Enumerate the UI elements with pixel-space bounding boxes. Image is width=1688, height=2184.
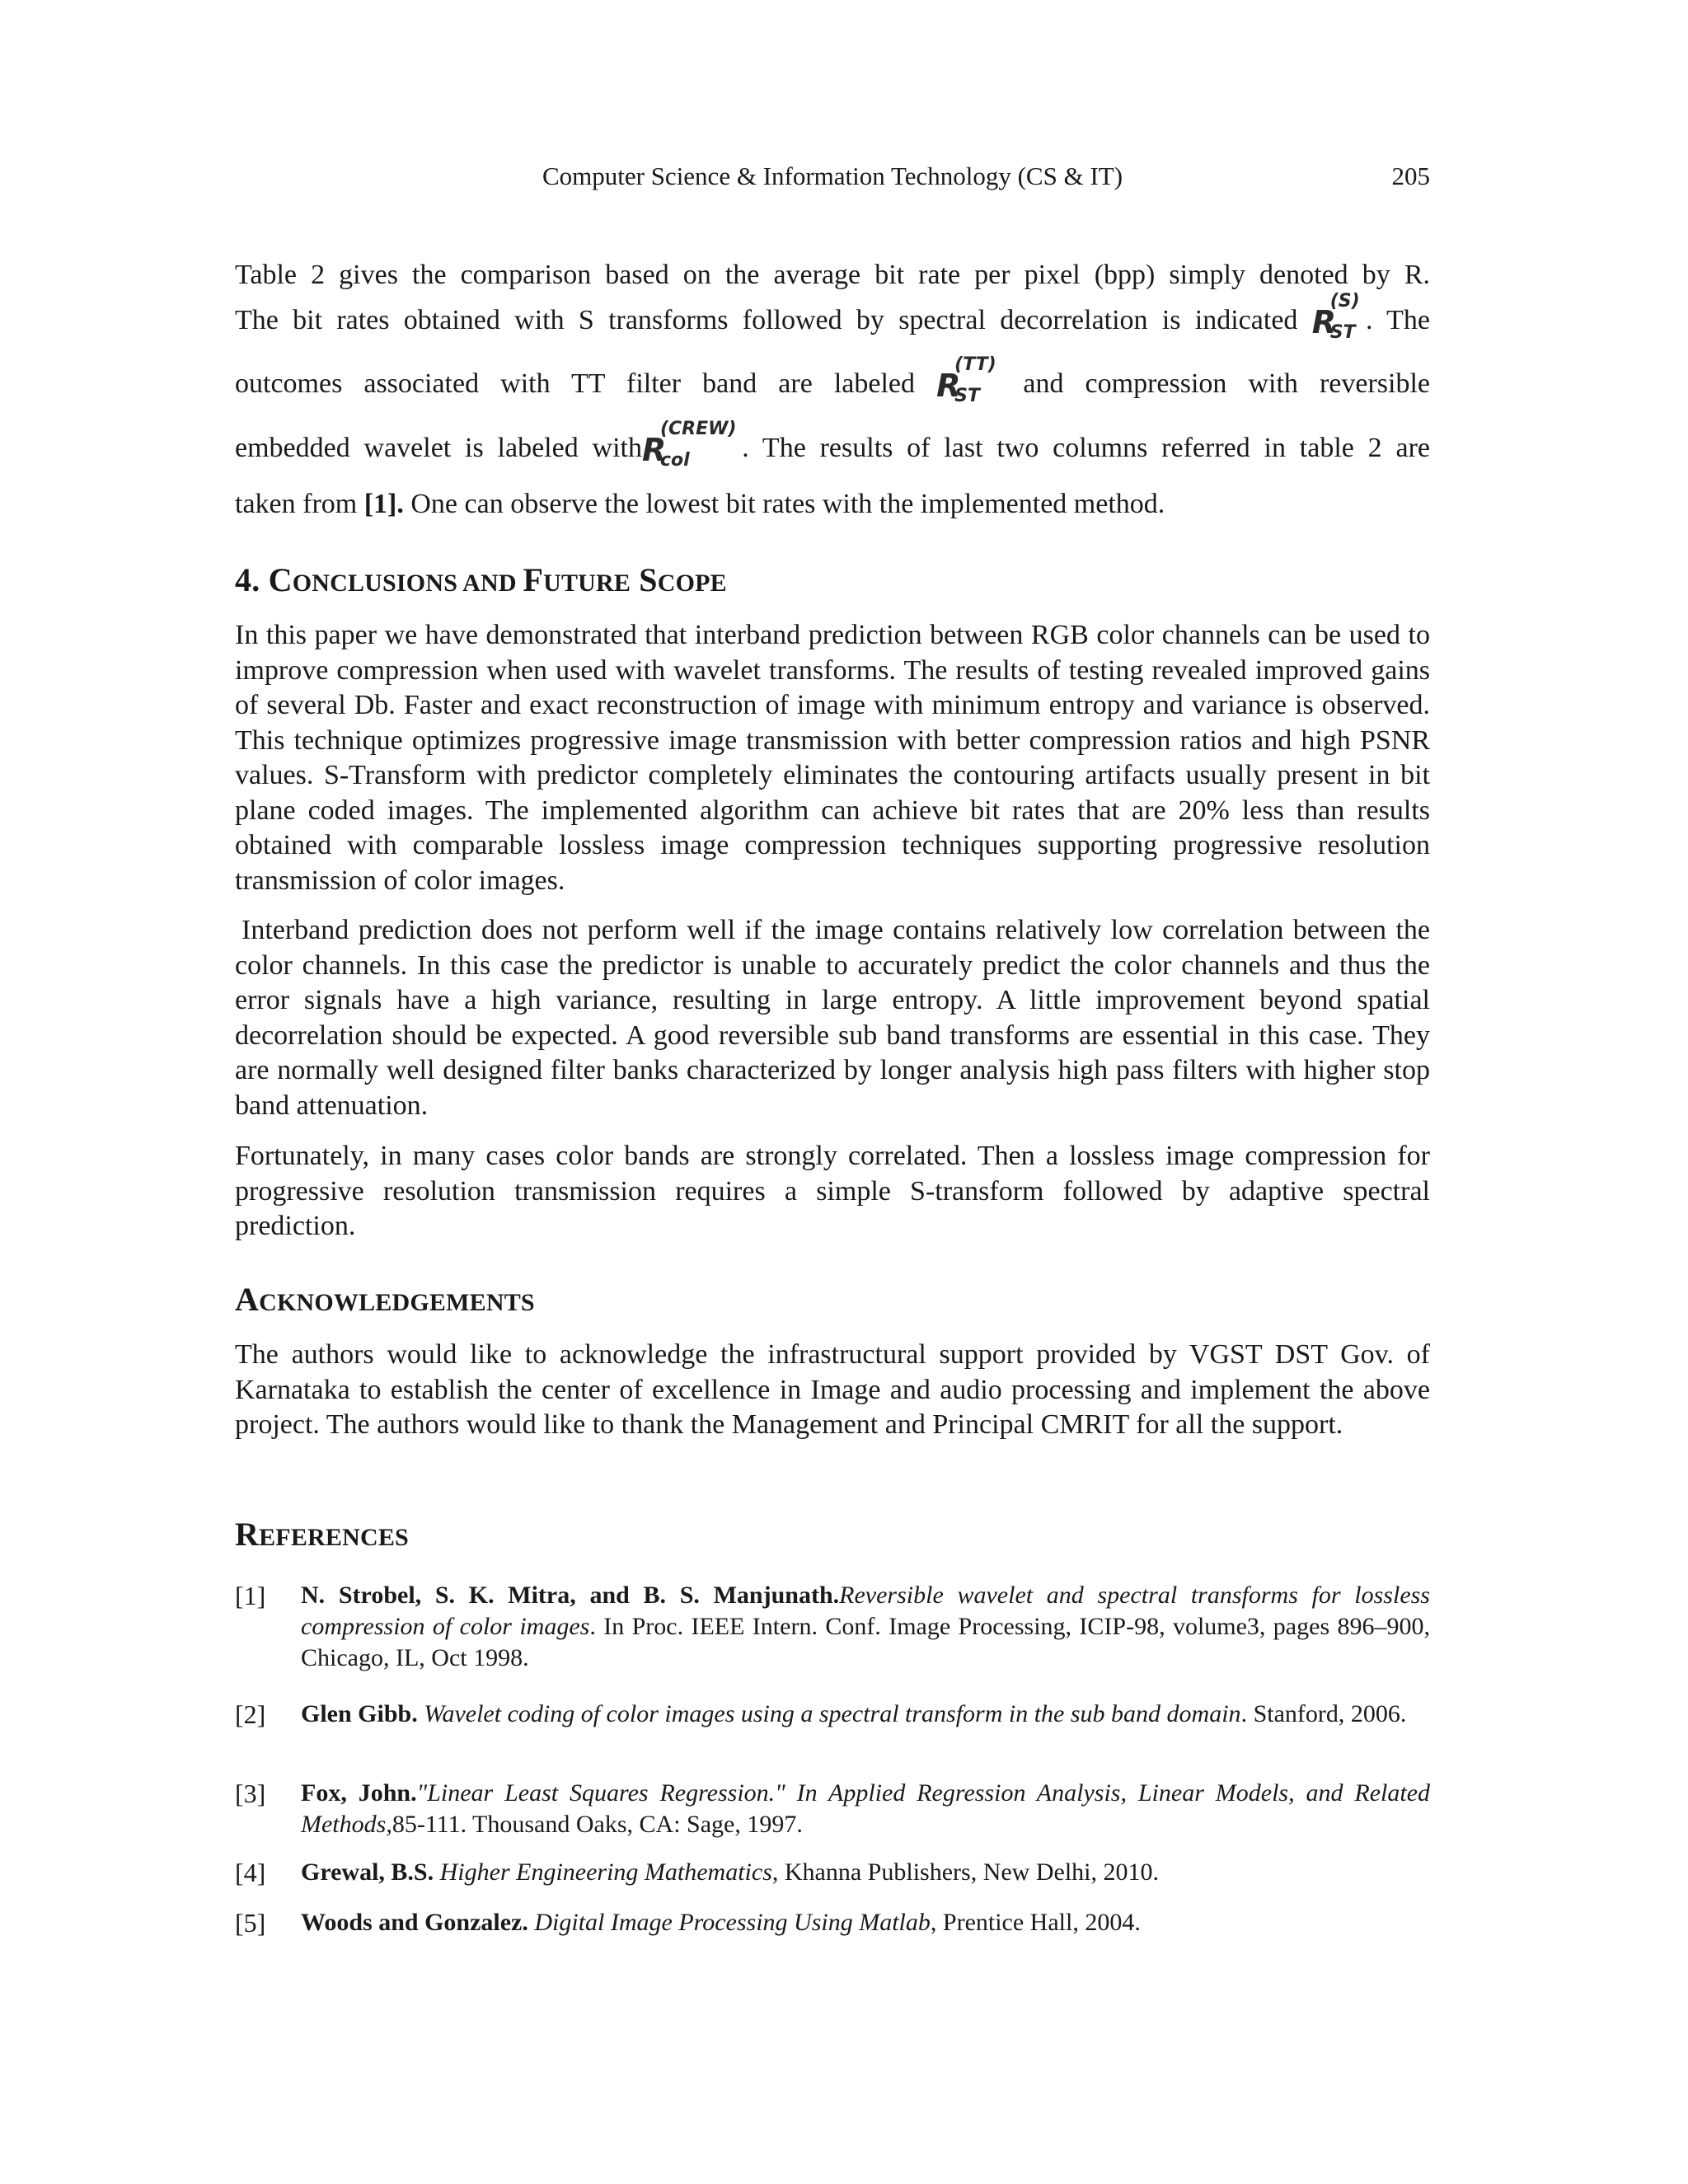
symbol-r-crew-col: R (CREW) col xyxy=(641,419,737,471)
symbol-r-s-st: R (S) ST xyxy=(1311,291,1360,343)
references-heading: REFERENCES xyxy=(235,1516,409,1553)
conclusions-paragraph-3: Fortunately, in many cases color bands are strongly correlated. Then a lossless image compression for progressive resolution transmission requires a simple S-transform followed by adaptive spectral prediction. xyxy=(235,1141,1430,1241)
acknowledgements-paragraph: The authors would like to acknowledge the infrastructural support provided by VGST DST Gov. of Karnataka to establish the center of excellence in Image and audio processing and implement the above project. The authors would like to thank the Management and Principal CMRIT for all the support. xyxy=(235,1339,1430,1440)
page-number: 205 xyxy=(1391,162,1430,190)
journal-title: Computer Science & Information Technology (CS & IT) xyxy=(542,162,1123,190)
conclusions-paragraph-1: In this paper we have demonstrated that interband prediction between RGB color channels can be used to improve compression when used with wavelet transforms. The results of testing revealed improved gains of several Db. Faster and exact reconstruction of image with minimum entropy and variance is observed. This technique optimizes progressive image transmission with better compression ratios and high PSNR values. S-Transform with predictor completely eliminates the contouring artifacts usually present in bit plane coded images. The implemented algorithm can achieve bit rates that are 20% less than results obtained with comparable lossless image compression techniques supporting progressive resolution transmission of color images. xyxy=(235,620,1430,896)
intro-line: embedded wavelet is labeled withR (CREW) col . The results of last two columns referred in table 2 are xyxy=(235,419,1430,471)
intro-line: The bit rates obtained with S transforms followed by spectral decorrelation is indicated R (S) ST . The xyxy=(235,291,1430,343)
section-4-heading: 4. CONCLUSIONS AND FUTURE SCOPE xyxy=(235,561,727,598)
conclusions-paragraph-2: Interband prediction does not perform well if the image contains relatively low correlation between the color channels. In this case the predictor is unable to accurately predict the color channels and thus the error signals have a high variance, resulting in large entropy. A little improvement beyond spatial decorrelation should be expected. A good reversible sub band transforms are essential in this case. They are normally well designed filter banks characterized by longer analysis high pass filters with higher stop band attenuation. xyxy=(235,915,1430,1121)
intro-line: Table 2 gives the comparison based on the average bit rate per pixel (bpp) simply denoted by R. xyxy=(235,260,1430,290)
symbol-r-tt-st: R (TT) ST xyxy=(936,354,996,406)
running-header xyxy=(235,162,1430,194)
intro-line: taken from [1]. One can observe the lowest bit rates with the implemented method. xyxy=(235,489,1165,519)
acknowledgements-heading: ACKNOWLEDGEMENTS xyxy=(235,1281,535,1318)
citation-ref-1: [1]. xyxy=(363,489,404,519)
intro-line: outcomes associated with TT filter band are labeled R (TT) ST and compression with reversible xyxy=(235,354,1430,406)
paper-page: Computer Science & Information Technology (CS & IT) 205 Table 2 gives the comparison based on the average bit rate per pixel (bpp) simply denoted by R. The bit rates obtained with S transforms followed by spectral decorrelation is indicated R (S) ST . The outcomes associated with TT filter band are labeled R (TT) ST and compression with reversible embedded wavelet is labeled withR (CREW) col . The results of last two columns referred in table 2 are taken from [1]. One can observe the lowest bit rates with the implemented method. 4. CONCLUSIONS AND FUTURE SCOPE In this paper we have demonstrated that interband prediction between RGB color channels can be used to improve compression when used with wavelet transforms. The results of testing revealed improved gains of several Db. Faster and exact reconstruction of image with minimum entropy and variance is observed. This technique optimizes progressive image transmission with better compression ratios and high PSNR values. S-Transform with predictor completely eliminates the contouring artifacts usually present in bit plane coded images. The implemented algorithm can achieve bit rates that are 20% less than results obtained with comparable lossless image compression techniques supporting progressive resolution transmission of color images. Interband prediction does not perform well if the image contains relatively low correlation between the color channels. In this case the predictor is unable to accurately predict the color channels and thus the error signals have a high variance, resulting in large entropy. A little improvement beyond spatial decorrelation should be expected. A good reversible sub band transforms are essential in this case. They are normally well designed filter banks characterized by longer analysis high pass filters with higher stop band attenuation. Fortunately, in many cases color bands are strongly correlated. Then a lossless image compression for progressive resolution transmission requires a simple S-transform followed by adaptive spectral prediction. ACKNOWLEDGEMENTS The authors would like to acknowledge the infrastructural support provided by VGST DST Gov. of Karnataka to establish the center of excellence in Image and audio processing and implement the above project. The authors would like to thank the Management and Principal CMRIT for all the support. REFERENCES [1] N. Strobel, S. K. Mitra, and B. S. Manjunath.Reversible wavelet and spectral transforms for lossless compression of color images. In Proc. IEEE Intern. Conf. Image Processing, ICIP-98, volume3, pages 896–900, Chicago, IL, Oct 1998. [2] Glen Gibb. Wavelet coding of color images using a spectral transform in the sub band domain. Stanford, 2006. [3] Fox, John."Linear Least Squares Regression." In Applied Regression Analysis, Linear Models, and Related Methods,85-111. Thousand Oaks, CA: Sage, 1997. [4] Grewal, B.S. Higher Engineering Mathematics, Khanna Publishers, New Delhi, 2010. [5] Woods and Gonzalez. Digital Image Processing Using Matlab, Prentice Hall, 2004. xyxy=(235,162,1431,1938)
